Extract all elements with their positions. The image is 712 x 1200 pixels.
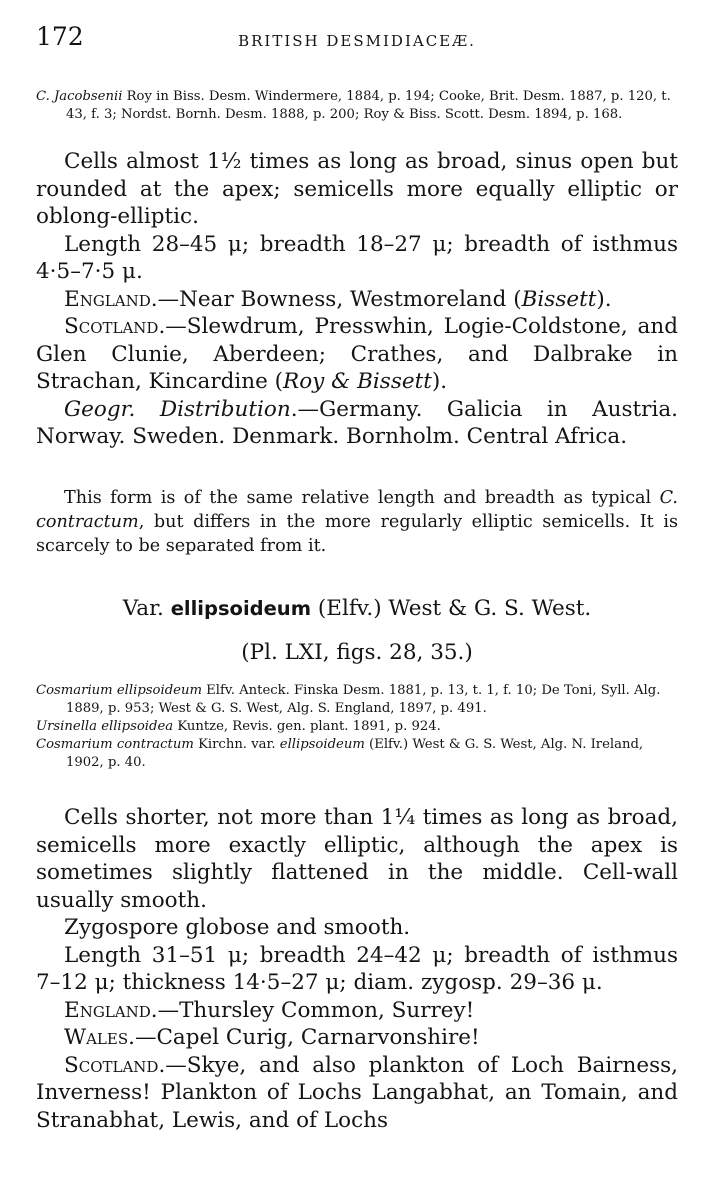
- region-label: Scotland: [64, 1052, 159, 1078]
- region-label: Scotland: [64, 314, 159, 339]
- citation-text: Roy in Biss. Desm. Windermere, 1884, p. 194; Cooke, Brit. Desm. 1887, p. 120, t. 43, f. 3; Nordst. Bornh. Desm. 1888, p. 200; Roy & Biss. Scott. Desm. 1894, p. 168.: [66, 89, 671, 122]
- zygospore-note: Zygospore globose and smooth.: [64, 915, 411, 940]
- variety-scotland-record: Scotland.—Skye, and also plankton of Loch Bairness, Inverness! Plankton of Lochs Langabhat, an Tomain, and Stranabhat, Lewis, and of Lochs: [36, 1052, 678, 1133]
- variety-wales-record: Wales.—Capel Curig, Carnarvonshire!: [64, 1025, 480, 1050]
- variety-authority: (Elfv.) West & G. S. West.: [317, 596, 592, 621]
- synonym-citation: [36, 88, 678, 124]
- variety-heading: Var. ellipsoideum (Elfv.) West & G. S. West.: [122, 596, 592, 621]
- variety-measurements: Length 31–51 μ; breadth 24–42 μ; breadth of isthmus 7–12 μ; thickness 14·5–27 μ; diam. zygosp. 29–36 μ.: [36, 942, 678, 995]
- form-measurements: Length 28–45 μ; breadth 18–27 μ; breadth of isthmus 4·5–7·5 μ.: [36, 231, 678, 284]
- form-description: Cells almost 1½ times as long as broad, sinus open but rounded at the apex; semicells more equally elliptic or oblong-elliptic.: [36, 149, 678, 229]
- region-label: Wales: [64, 1025, 129, 1050]
- variety-description: Cells shorter, not more than 1¼ times as long as broad, semicells more exactly elliptic, although the apex is sometimes slightly flattened in the middle. Cell-wall usually smooth.: [36, 805, 678, 913]
- form-england-record: England.—Near Bowness, Westmoreland (Bissett).: [64, 286, 612, 312]
- distribution-label: Geogr. Distribution: [64, 396, 291, 422]
- variety-england-record: England.—Thursley Common, Surrey!: [64, 997, 475, 1023]
- form-description-block: [36, 148, 678, 451]
- form-note: This form is of the same relative length and breadth as typical C. contractum, but differs in the more regularly elliptic semicells. It is scarcely to be separated from it.: [36, 488, 678, 556]
- running-head: BRITISH DESMIDIACEÆ.: [238, 32, 476, 50]
- form-scotland-record: Scotland.—Slewdrum, Presswhin, Logie-Coldstone, and Glen Clunie, Aberdeen; Crathes, and Dalbrake in Strachan, Kincardine (Roy & Bissett).: [36, 314, 678, 394]
- citation-entry: Ursinella ellipsoidea Kuntze, Revis. gen. plant. 1891, p. 924.: [36, 719, 441, 734]
- collector-name: Bissett: [521, 286, 597, 312]
- page-number: 172: [36, 22, 84, 51]
- region-label: England: [64, 286, 151, 312]
- form-distribution: Geogr. Distribution.—Germany. Galicia in Austria. Norway. Sweden. Denmark. Bornholm. Central Africa.: [36, 396, 678, 449]
- citation-entry: Cosmarium contractum Kirchn. var. ellipsoideum (Elfv.) West & G. S. West, Alg. N. Ireland, 1902, p. 40.: [36, 737, 644, 770]
- variety-citations: [36, 682, 678, 772]
- variety-description-block: [36, 804, 678, 1134]
- plate-reference: (Pl. LXI, figs. 28, 35.): [241, 640, 473, 665]
- variety-name: ellipsoideum: [170, 597, 312, 620]
- region-label: England: [64, 997, 151, 1023]
- collector-name: Roy & Bissett: [283, 369, 432, 394]
- citation-entry: Cosmarium ellipsoideum Elfv. Anteck. Finska Desm. 1881, p. 13, t. 1, f. 10; De Toni, Syll. Alg. 1889, p. 953; West & G. S. West, Alg. S. England, 1897, p. 491.: [36, 683, 661, 716]
- citation-taxon-name: C. Jacobsenii: [36, 89, 123, 104]
- page-header: [36, 22, 678, 56]
- taxon-reference: C. contractum: [36, 488, 678, 532]
- form-note-block: [36, 486, 678, 558]
